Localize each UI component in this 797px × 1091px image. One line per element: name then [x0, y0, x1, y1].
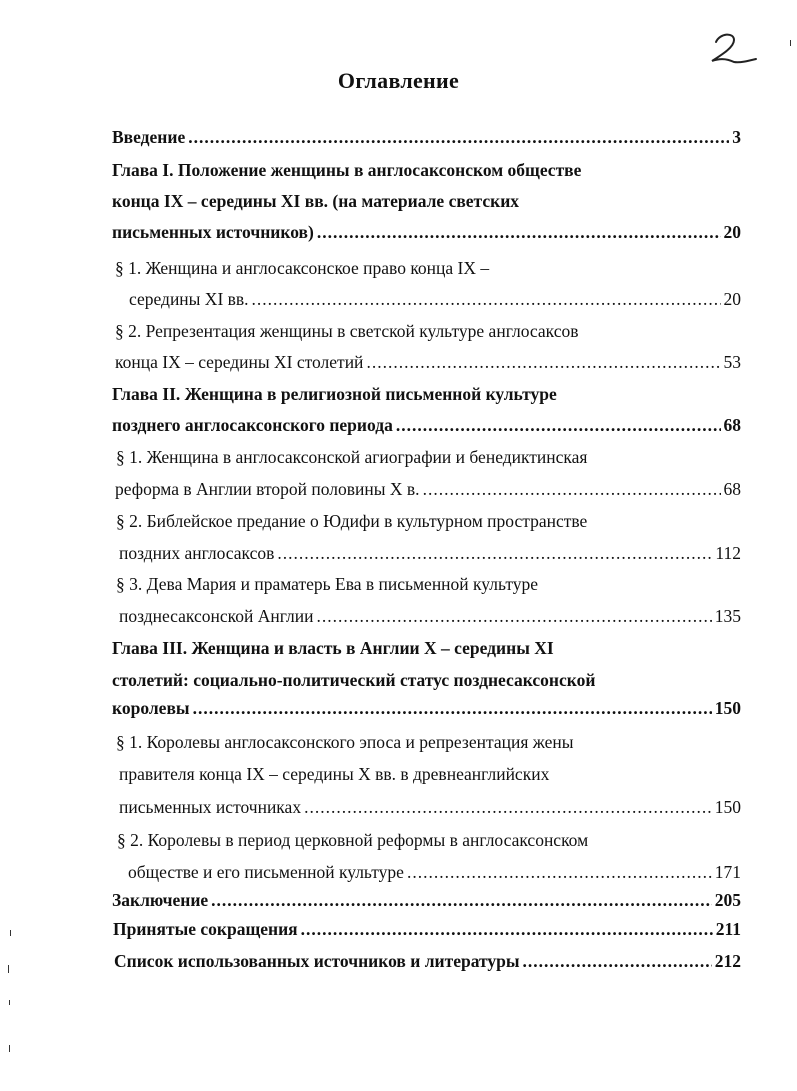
toc-dot-leader [407, 857, 712, 887]
toc-entry-ch3-s2-line1 [0, 825, 797, 855]
toc-entry-ch3-line3 [0, 693, 797, 723]
toc-entry-bibliography [0, 946, 797, 976]
page-title: Оглавление [337, 68, 460, 93]
scan-artifact [790, 40, 791, 46]
toc-entry-text: Принятые сокращения [113, 919, 298, 939]
toc-entry-text: середины XI вв. [129, 289, 249, 309]
toc-entry-text: правителя конца IX – середины X вв. в древнеанглийских [119, 764, 550, 784]
toc-entry-text: Глава III. Женщина и власть в Англии X – середины XI [112, 638, 554, 658]
toc-entry-ch3-s1-line1 [0, 727, 797, 757]
toc-page-number: 135 [714, 606, 741, 626]
scan-artifact [10, 930, 11, 936]
scan-artifact [9, 1045, 10, 1052]
toc-entry-text: Введение [112, 127, 186, 147]
toc-dot-leader [252, 284, 721, 314]
toc-dot-leader [277, 538, 712, 568]
toc-dot-leader [193, 693, 712, 723]
toc-entry-conclusion [0, 885, 797, 915]
toc-dot-leader [366, 347, 720, 377]
toc-entry-ch2-line2 [0, 410, 797, 440]
toc-entry-ch3-s2-line2 [0, 857, 797, 887]
toc-entry-text: Список использованных источников и литературы [114, 951, 520, 971]
toc-entry-text: Заключение [112, 890, 209, 910]
toc-page-number: 20 [723, 222, 741, 242]
toc-page-number: 205 [714, 890, 741, 910]
toc-entry-ch1-s1-line2 [0, 284, 797, 314]
toc-entry-ch3-line1 [0, 633, 797, 663]
toc-page-number: 68 [723, 415, 741, 435]
toc-entry-ch2-s1-line2 [0, 474, 797, 504]
toc-entry-text: Глава I. Положение женщины в англосаксонском обществе [112, 160, 582, 180]
toc-page-number: 20 [723, 289, 741, 309]
toc-dot-leader [396, 410, 721, 440]
toc-dot-leader [523, 946, 712, 976]
toc-entry-text: столетий: социально-политический статус позднесаксонской [112, 670, 596, 690]
toc-entry-intro [0, 122, 797, 152]
toc-entry-ch1-s1-line1 [0, 253, 797, 283]
toc-entry-text: § 1. Женщина и англосаксонское право конца IX – [115, 258, 490, 278]
toc-page-number: 211 [715, 919, 741, 939]
toc-page-number: 3 [732, 127, 741, 147]
scan-artifact [8, 965, 9, 973]
toc-entry-ch2-s3-line2 [0, 601, 797, 631]
toc-entry-text: § 2. Библейское предание о Юдифи в культурном пространстве [116, 511, 588, 531]
toc-entry-text: конца IX – середины XI столетий [115, 352, 364, 372]
scan-artifact [9, 1000, 10, 1005]
toc-page-number: 171 [714, 862, 741, 882]
toc-entry-text: письменных источниках [119, 797, 302, 817]
toc-dot-leader [423, 474, 721, 504]
toc-entry-text: конца IX – середины XI вв. (на материале светских [112, 191, 520, 211]
toc-entry-text: § 1. Женщина в англосаксонской агиографии и бенедиктинская [116, 447, 588, 467]
toc-page-number: 53 [723, 352, 741, 372]
toc-entry-ch2-s2-line1 [0, 506, 797, 536]
toc-page-number: 150 [714, 698, 741, 718]
toc-entry-ch2-s2-line2 [0, 538, 797, 568]
toc-entry-text: § 3. Дева Мария и праматерь Ева в письменной культуре [116, 574, 539, 594]
handwritten-page-number [706, 30, 758, 68]
toc-entry-ch2-s3-line1 [0, 569, 797, 599]
toc-entry-ch2-line1 [0, 379, 797, 409]
toc-dot-leader [317, 217, 721, 247]
toc-page-number: 68 [723, 479, 741, 499]
toc-entry-abbreviations [0, 914, 797, 944]
toc-dot-leader [188, 122, 729, 152]
toc-entry-ch1-s2-line2 [0, 347, 797, 377]
toc-entry-text: обществе и его письменной культуре [128, 862, 404, 882]
toc-entry-text: § 1. Королевы англосаксонского эпоса и репрезентация жены [116, 732, 574, 752]
toc-page-number: 112 [715, 543, 741, 563]
toc-entry-text: § 2. Репрезентация женщины в светской культуре англосаксов [115, 321, 579, 341]
toc-entry-text: позднесаксонской Англии [119, 606, 314, 626]
toc-page-number: 150 [714, 797, 741, 817]
toc-entry-text: позднего англосаксонского периода [112, 415, 393, 435]
toc-entry-ch1-line3 [0, 217, 797, 247]
toc-dot-leader [211, 885, 712, 915]
toc-entry-text: Глава II. Женщина в религиозной письменной культуре [112, 384, 557, 404]
toc-entry-text: реформа в Англии второй половины X в. [115, 479, 420, 499]
toc-page-number: 212 [714, 951, 741, 971]
toc-entry-text: королевы [112, 698, 190, 718]
toc-dot-leader [301, 914, 713, 944]
toc-dot-leader [317, 601, 712, 631]
toc-entry-text: § 2. Королевы в период церковной реформы в англосаксонском [117, 830, 589, 850]
toc-entry-text: письменных источников) [112, 222, 314, 242]
toc-entry-ch1-line1 [0, 155, 797, 185]
toc-entry-ch3-s1-line3 [0, 792, 797, 822]
toc-entry-text: поздних англосаксов [119, 543, 275, 563]
toc-entry-ch3-line2 [0, 665, 797, 695]
toc-entry-ch3-s1-line2 [0, 759, 797, 789]
toc-entry-ch1-s2-line1 [0, 316, 797, 346]
toc-entry-ch1-line2 [0, 186, 797, 216]
toc-entry-ch2-s1-line1 [0, 442, 797, 472]
toc-dot-leader [304, 792, 712, 822]
